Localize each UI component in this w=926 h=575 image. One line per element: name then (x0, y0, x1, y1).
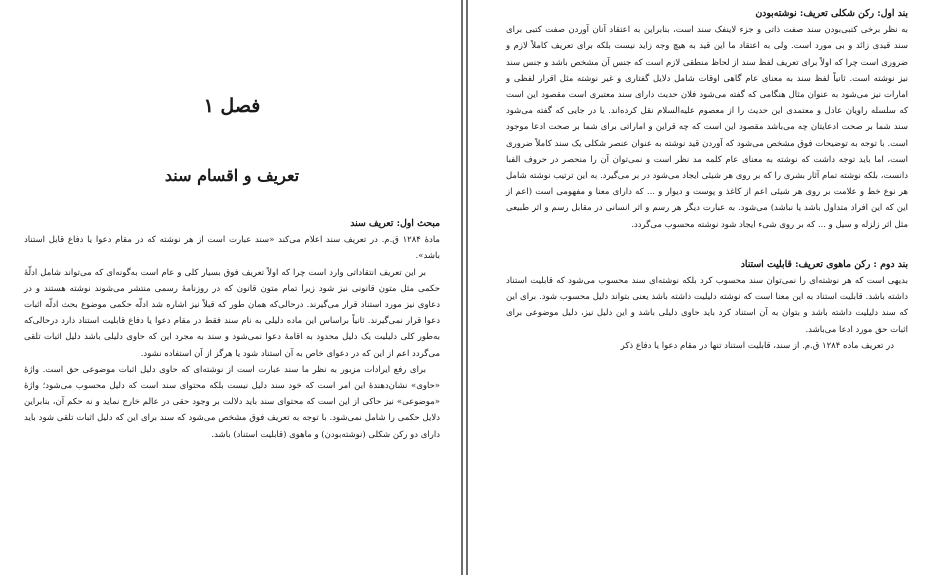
left-page (0, 0, 458, 575)
left-paragraph-3: برای رفع ایرادات مزبور به نظر ما سند عبارت است از نوشته‌ای که حاوی دلیل اثبات موضوعی حق است. واژهٔ «حاوی» نشان‌دهندهٔ این امر است که خود سند دلیل نیست بلکه محتوای سند است که دلیل محسوب می‌شود؛ واژهٔ «موضوعی» نیز حاکی از این است که محتوای سند باید دلالت بر وجود حقی در عالم خارج نماید و نه حکم آن، بنابراین دلایل حکمی را شامل نمی‌شود. با توجه به تعریف فوق مشخص می‌شود که سند برای این که دلیل اثبات تلقی شود باید دارای دو رکن شکلی (نوشته‌بودن) و ماهوی (قابلیت استناد) باشد. (24, 364, 440, 440)
left-paragraph-2: بر این تعریف انتقاداتی وارد است چرا که اولاً تعریف فوق بسیار کلی و عام است به‌گونه‌ای که می‌تواند شامل ادلّهٔ حکمی مثل متون قانونی نیز شود زیرا تمام متون قانون که در روزنامهٔ رسمی منتشر می‌شوند نوشته هستند و در دعاوی نیز مورد استناد قرار می‌گیرند. درحالی‌که همان طور که قبلاً نیز اشاره شد ادلّه حکمی موضوع بحث ادلّه اثبات دعوا قرار نمی‌گیرند. ثانیاً براساس این ماده دلیلی به نام سند فقط در مقام دعوا یا دفاع قابلیت استناد دارد درحالی‌که به‌طور کلی دلیلیت یک دلیل محدود به اقامهٔ دعوا نمی‌شود و سند به مجرد این که حاوی دلیلی باشد دلیل اثبات تلقی می‌گردد اعم از این که در دعوای خاص به آن استناد شود یا هرگز از آن استفاده نشود. (24, 267, 440, 359)
right-paragraph-3: در تعریف ماده ۱۲۸۴ ق.م. از سند، قابلیت استناد تنها در مقام دعوا یا دفاع ذکر (620, 340, 894, 351)
section-heading: مبحث اول: تعریف سند (350, 218, 440, 229)
right-paragraph-1: به نظر برخی کتبی‌بودن سند صفت ذاتی و جزء لاینفک سند است، بنابراین به اعتقاد آنان آوردن صفت کتبی برای سند قیدی زائد و بی مورد است. ولی به اعتقاد ما این قید به هیچ وجه زاید نیست بلکه برای تعریف کاملاً لازم و ضروری است چرا که اولاً برای تعریف لفظ سند از لحاظ منطقی لازم است که جنس آن مشخص باشد و جنس سند نیز نوشته است. ثانیاً لفظ سند به معنای عام گاهی اوقات شامل دلایل گفتاری و غیر نوشته مثل اقرار لفظی و امارات نیز می‌شود به عنوان مثال هنگامی که گفته می‌شود فلان حدیث دارای سند معتبری است مقصود این است که سلسله راویان عادل و معتمدی این حدیث را از معصوم علیه‌السلام نقل کرده‌اند. یا در جایی که گفته می‌شود سند شما بر صحت ادعایتان چه می‌باشد مقصود این است که چه قراین و اماراتی برای شما بر صحت ادعا موجود است. با توجه به توضیحات فوق مشخص می‌شود که آوردن قید نوشته به عنوان عنصر شکلی یک سند کاملاً ضروری است، اما باید توجه داشت که نوشته به معنای عام کلمه مد نظر است و نمی‌توان آن را منحصر در حروف الفبا دانست، بلکه نوشته تمام آثار بشری را که بر روی هر شیئی ایجاد می‌شود در بر می‌گیرد. به این ترتیب نوشته شامل هر نوع خط و علامت بر روی هر شیئی اعم از کاغذ و پوست و دیوار و ... که دارای معنا و مفهومی است (اعم از این که این افراد متداول باشد یا نباشد) می‌شود. به عبارت دیگر هر رسم و اثر انسانی در مقابل رسم و اثر طبیعی مثل اثر زلزله و سیل و ... که بر روی شیء ایجاد شود نوشته محسوب می‌گردد. (506, 25, 908, 230)
left-paragraph-1: مادهٔ ۱۲۸۴ ق.م. در تعریف سند اعلام می‌کند «سند عبارت است از هر نوشته که در مقام دعوا یا دفاع قابل استناد باشد». (24, 235, 440, 262)
right-page (472, 0, 926, 575)
gutter-line-right (466, 0, 468, 575)
chapter-number: فصل ۱ (203, 95, 261, 117)
gutter-line-left (461, 0, 463, 575)
right-paragraph-2: بدیهی است که هر نوشته‌ای را نمی‌توان سند محسوب کرد بلکه نوشته‌ای سند محسوب می‌شود که قابلیت استناد داشته باشد. قابلیت استناد به این معنا است که نوشته دلیلیت داشته باشد یعنی بتواند دلیل محسوب شود. برای این که سند دلیلیت داشته باشد و بتوان به آن استناد کرد باید حاوی دلیلی باشد و این دلیل نیز، دلیل موضوعی برای اثبات حق مورد ادعا می‌باشد. (506, 276, 908, 335)
chapter-title: تعریف و اقسام سند (164, 166, 300, 185)
heading-substantive-element: بند دوم : رکن ماهوی تعریف: قابلیت استناد (740, 258, 908, 270)
heading-formal-element: بند اول: رکن شکلی تعریف: نوشته‌بودن (755, 8, 908, 19)
